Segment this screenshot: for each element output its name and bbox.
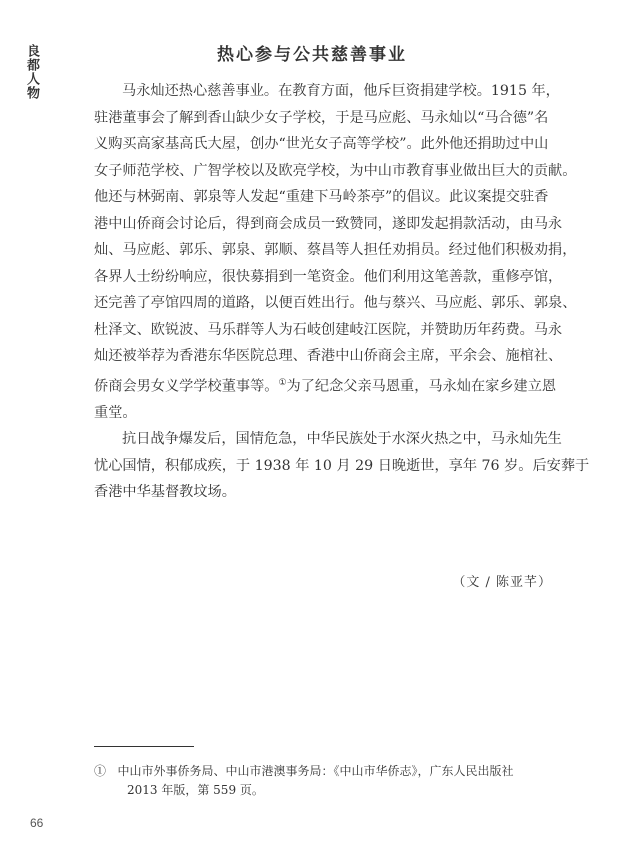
text-line: 港中山侨商会讨论后，得到商会成员一致赞同，遂即发起捐款活动，由马永 bbox=[94, 215, 563, 232]
footnote-text: 中山市外事侨务局、中山市港澳事务局：《中山市华侨志》，广东人民出版社 bbox=[117, 764, 514, 778]
text-line: 香港中华基督教坟场。 bbox=[94, 484, 236, 501]
text-line: 还完善了亭馆四周的道路，以便百姓出行。他与蔡兴、马应彪、郭乐、郭泉、 bbox=[94, 295, 577, 311]
text-line: 马永灿还热心慈善事业。在教育方面，他斥巨资捐建学校。1915 年， bbox=[122, 83, 560, 99]
text-line: 女子师范学校、广智学校以及欧亮学校，为中山市教育事业做出巨大的贡献。 bbox=[94, 162, 577, 179]
footnote bbox=[94, 762, 564, 800]
footnote-line: 2013 年版，第 559 页。 bbox=[127, 783, 264, 797]
text-line: 驻港董事会了解到香山缺少女子学校，于是马应彪、马永灿以“马合德”名 bbox=[94, 109, 549, 126]
text-segment: 为了纪念父亲马恩重，马永灿在家乡建立恩 bbox=[286, 378, 557, 395]
text-line: 重堂。 bbox=[94, 404, 137, 421]
text-line: 灿还被举荐为香港东华医院总理、香港中山侨商会主席，平余会、施棺社、 bbox=[94, 348, 563, 364]
footnote-divider bbox=[94, 746, 194, 747]
text-line: 各界人士纷纷响应，很快募捐到一笔资金。他们利用这笔善款，重修亭馆， bbox=[94, 268, 563, 285]
footnote-line bbox=[94, 762, 564, 781]
paragraph-2 bbox=[94, 426, 590, 506]
text-line: 义购买高家基高氏大屋，创办“世光女子高等学校”。此外他还捐助过中山 bbox=[94, 136, 549, 152]
text-line bbox=[94, 370, 557, 400]
section-side-label: 良都人物 bbox=[24, 44, 39, 100]
footnote-marker: ① bbox=[94, 764, 107, 778]
paragraph-1 bbox=[94, 78, 577, 426]
text-segment: 侨商会男女义学学校董事等。 bbox=[94, 378, 279, 395]
author-byline: （文 / 陈亚芊） bbox=[452, 575, 552, 590]
text-line: 灿、马应彪、郭乐、郭泉、郭顺、蔡昌等人担任劝捐员。经过他们积极劝捐， bbox=[94, 242, 577, 258]
text-line: 抗日战争爆发后，国情危急，中华民族处于水深火热之中，马永灿先生 bbox=[122, 431, 562, 448]
text-line: 杜泽文、欧锐波、马乐群等人为石岐创建岐江医院，并赞助历年药费。马永 bbox=[94, 321, 563, 338]
article-body bbox=[94, 78, 590, 506]
page-number: 66 bbox=[30, 816, 44, 830]
footnote-reference[interactable]: ① bbox=[278, 377, 287, 388]
text-line: 忧心国情，积郁成疾，于 1938 年 10 月 29 日晚逝世，享年 76 岁。后安葬于 bbox=[94, 457, 590, 474]
text-line: 他还与林弼南、郭泉等人发起“重建下马岭茶亭”的倡议。此议案提交驻香 bbox=[94, 189, 549, 205]
section-title: 热心参与公共慈善事业 bbox=[217, 45, 407, 65]
